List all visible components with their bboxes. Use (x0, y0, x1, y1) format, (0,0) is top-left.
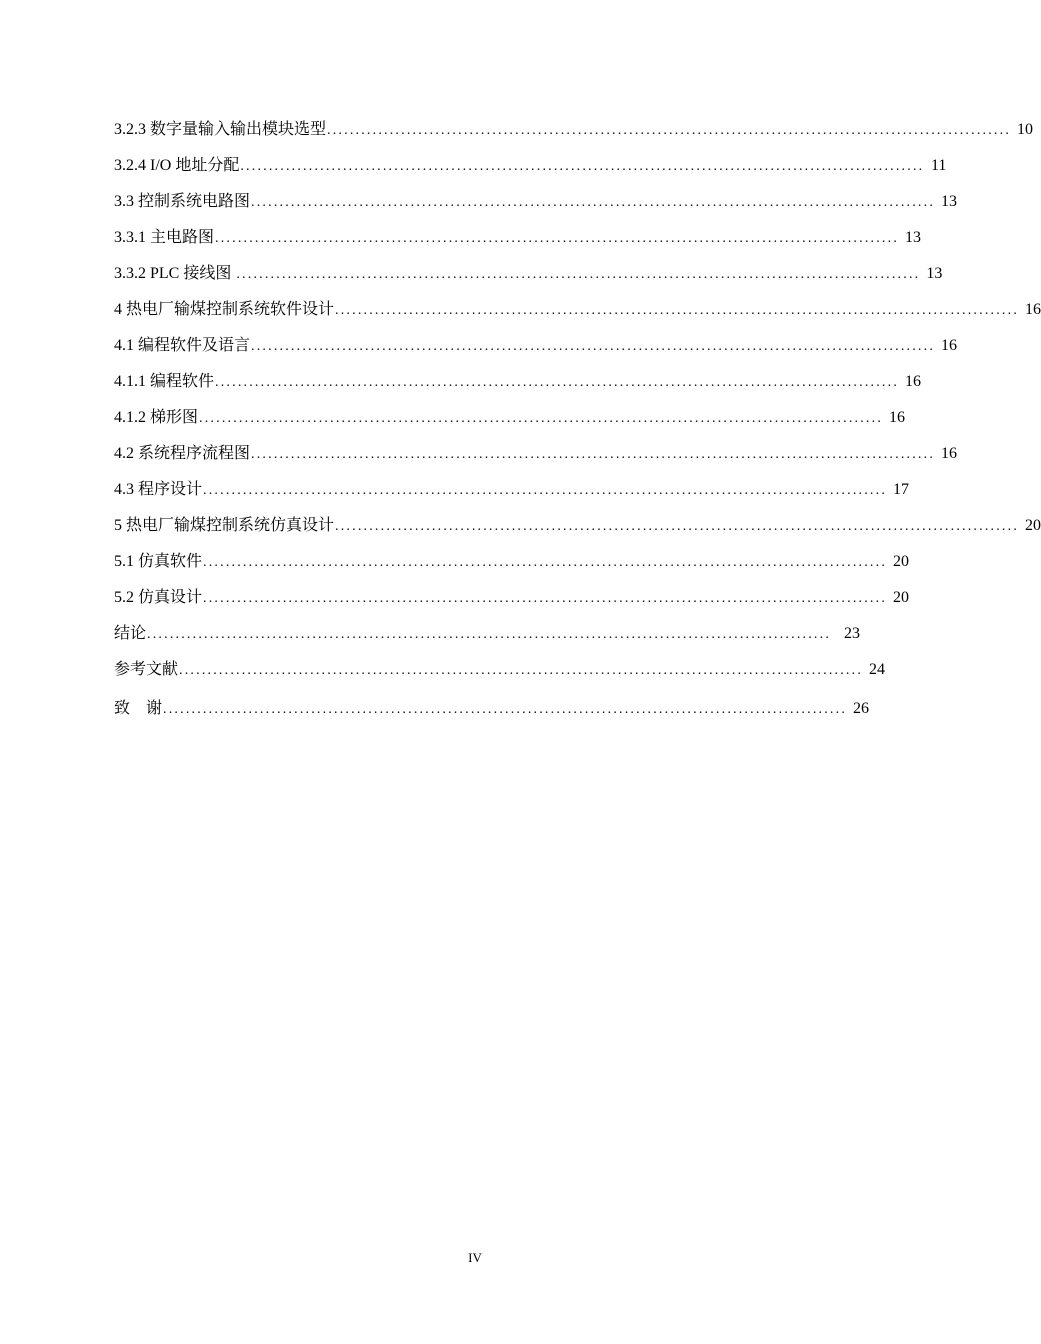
toc-entry-page: 13 (941, 193, 958, 210)
dot-leader: ........................................................................................................................ (147, 627, 832, 642)
toc-entry-page: 26 (853, 700, 870, 717)
toc-entry[interactable] (114, 298, 1041, 334)
toc-entry[interactable] (114, 370, 922, 406)
dot-leader: ........................................................................................................................ (335, 303, 1020, 318)
toc-entry-label: 5 热电厂输煤控制系统仿真设计 (114, 517, 335, 534)
toc-entry-label: 3.2.3 数字量输入输出模块选型 (114, 121, 327, 138)
toc-entry-label: 3.3.1 主电路图 (114, 229, 215, 246)
toc-entry-label: 5.2 仿真设计 (114, 589, 203, 606)
toc-entry[interactable] (114, 334, 958, 370)
dot-leader: ........................................................................................................................ (215, 375, 900, 390)
toc-entry[interactable] (114, 478, 910, 514)
toc-entry[interactable] (114, 514, 1041, 550)
dot-leader: ........................................................................................................................ (240, 159, 925, 174)
dot-leader: ........................................................................................................................ (251, 447, 936, 462)
toc-entry-page: 23 (844, 625, 860, 642)
toc-entry-label: 结论 (114, 625, 147, 642)
toc-entry[interactable] (114, 406, 906, 442)
toc-entry[interactable] (114, 550, 910, 586)
toc-entry-label: 3.3.2 PLC 接线图 (114, 265, 236, 282)
toc-entry[interactable] (114, 622, 860, 658)
toc-entry-label: 4.1 编程软件及语言 (114, 337, 251, 354)
toc-entry-page: 24 (869, 661, 886, 678)
toc-entry[interactable] (114, 262, 943, 298)
toc-entry[interactable] (114, 586, 910, 622)
toc-entry-label: 3.2.4 I/O 地址分配 (114, 157, 240, 174)
toc-entry-label: 4.1.1 编程软件 (114, 373, 215, 390)
toc-entry-page: 13 (905, 229, 922, 246)
table-of-contents (114, 118, 1041, 733)
dot-leader: ........................................................................................................................ (327, 123, 1012, 138)
page-number: IV (468, 1250, 482, 1265)
dot-leader: ........................................................................................................................ (179, 663, 864, 678)
toc-entry-page: 16 (1025, 301, 1041, 318)
toc-entry[interactable] (114, 658, 886, 694)
dot-leader: ........................................................................................................................ (215, 231, 900, 246)
toc-entry-label: 4.2 系统程序流程图 (114, 445, 251, 462)
toc-entry-page: 20 (893, 589, 910, 606)
toc-entry-page: 16 (889, 409, 906, 426)
dot-leader: ........................................................................................................................ (199, 411, 884, 426)
toc-entry-label: 参考文献 (114, 661, 179, 678)
toc-entry-label: 4.3 程序设计 (114, 481, 203, 498)
toc-entry[interactable] (114, 226, 922, 262)
toc-entry-page: 11 (930, 157, 947, 174)
dot-leader: ........................................................................................................................ (163, 702, 848, 717)
dot-leader: ........................................................................................................................ (236, 267, 921, 282)
dot-leader: ........................................................................................................................ (203, 591, 888, 606)
toc-entry[interactable] (114, 190, 958, 226)
toc-entry-page: 20 (893, 553, 910, 570)
dot-leader: ........................................................................................................................ (335, 519, 1020, 534)
toc-entry[interactable] (114, 154, 947, 190)
toc-entry-label: 5.1 仿真软件 (114, 553, 203, 570)
toc-entry-page: 16 (941, 337, 958, 354)
dot-leader: ........................................................................................................................ (203, 483, 888, 498)
toc-entry-page: 13 (926, 265, 943, 282)
toc-entry-label: 致 谢 (114, 700, 163, 717)
toc-entry[interactable] (114, 442, 958, 478)
dot-leader: ........................................................................................................................ (251, 195, 936, 210)
toc-entry-page: 17 (893, 481, 910, 498)
toc-entry-page: 16 (941, 445, 958, 462)
toc-entry[interactable] (114, 118, 1034, 154)
toc-entry-page: 16 (905, 373, 922, 390)
toc-entry-page: 20 (1025, 517, 1041, 534)
dot-leader: ........................................................................................................................ (203, 555, 888, 570)
toc-entry-label: 4.1.2 梯形图 (114, 409, 199, 426)
toc-entry-label: 3.3 控制系统电路图 (114, 193, 251, 210)
toc-entry-label: 4 热电厂输煤控制系统软件设计 (114, 301, 335, 318)
toc-entry-page: 10 (1017, 121, 1034, 138)
dot-leader: ........................................................................................................................ (251, 339, 936, 354)
toc-entry[interactable] (114, 697, 870, 733)
